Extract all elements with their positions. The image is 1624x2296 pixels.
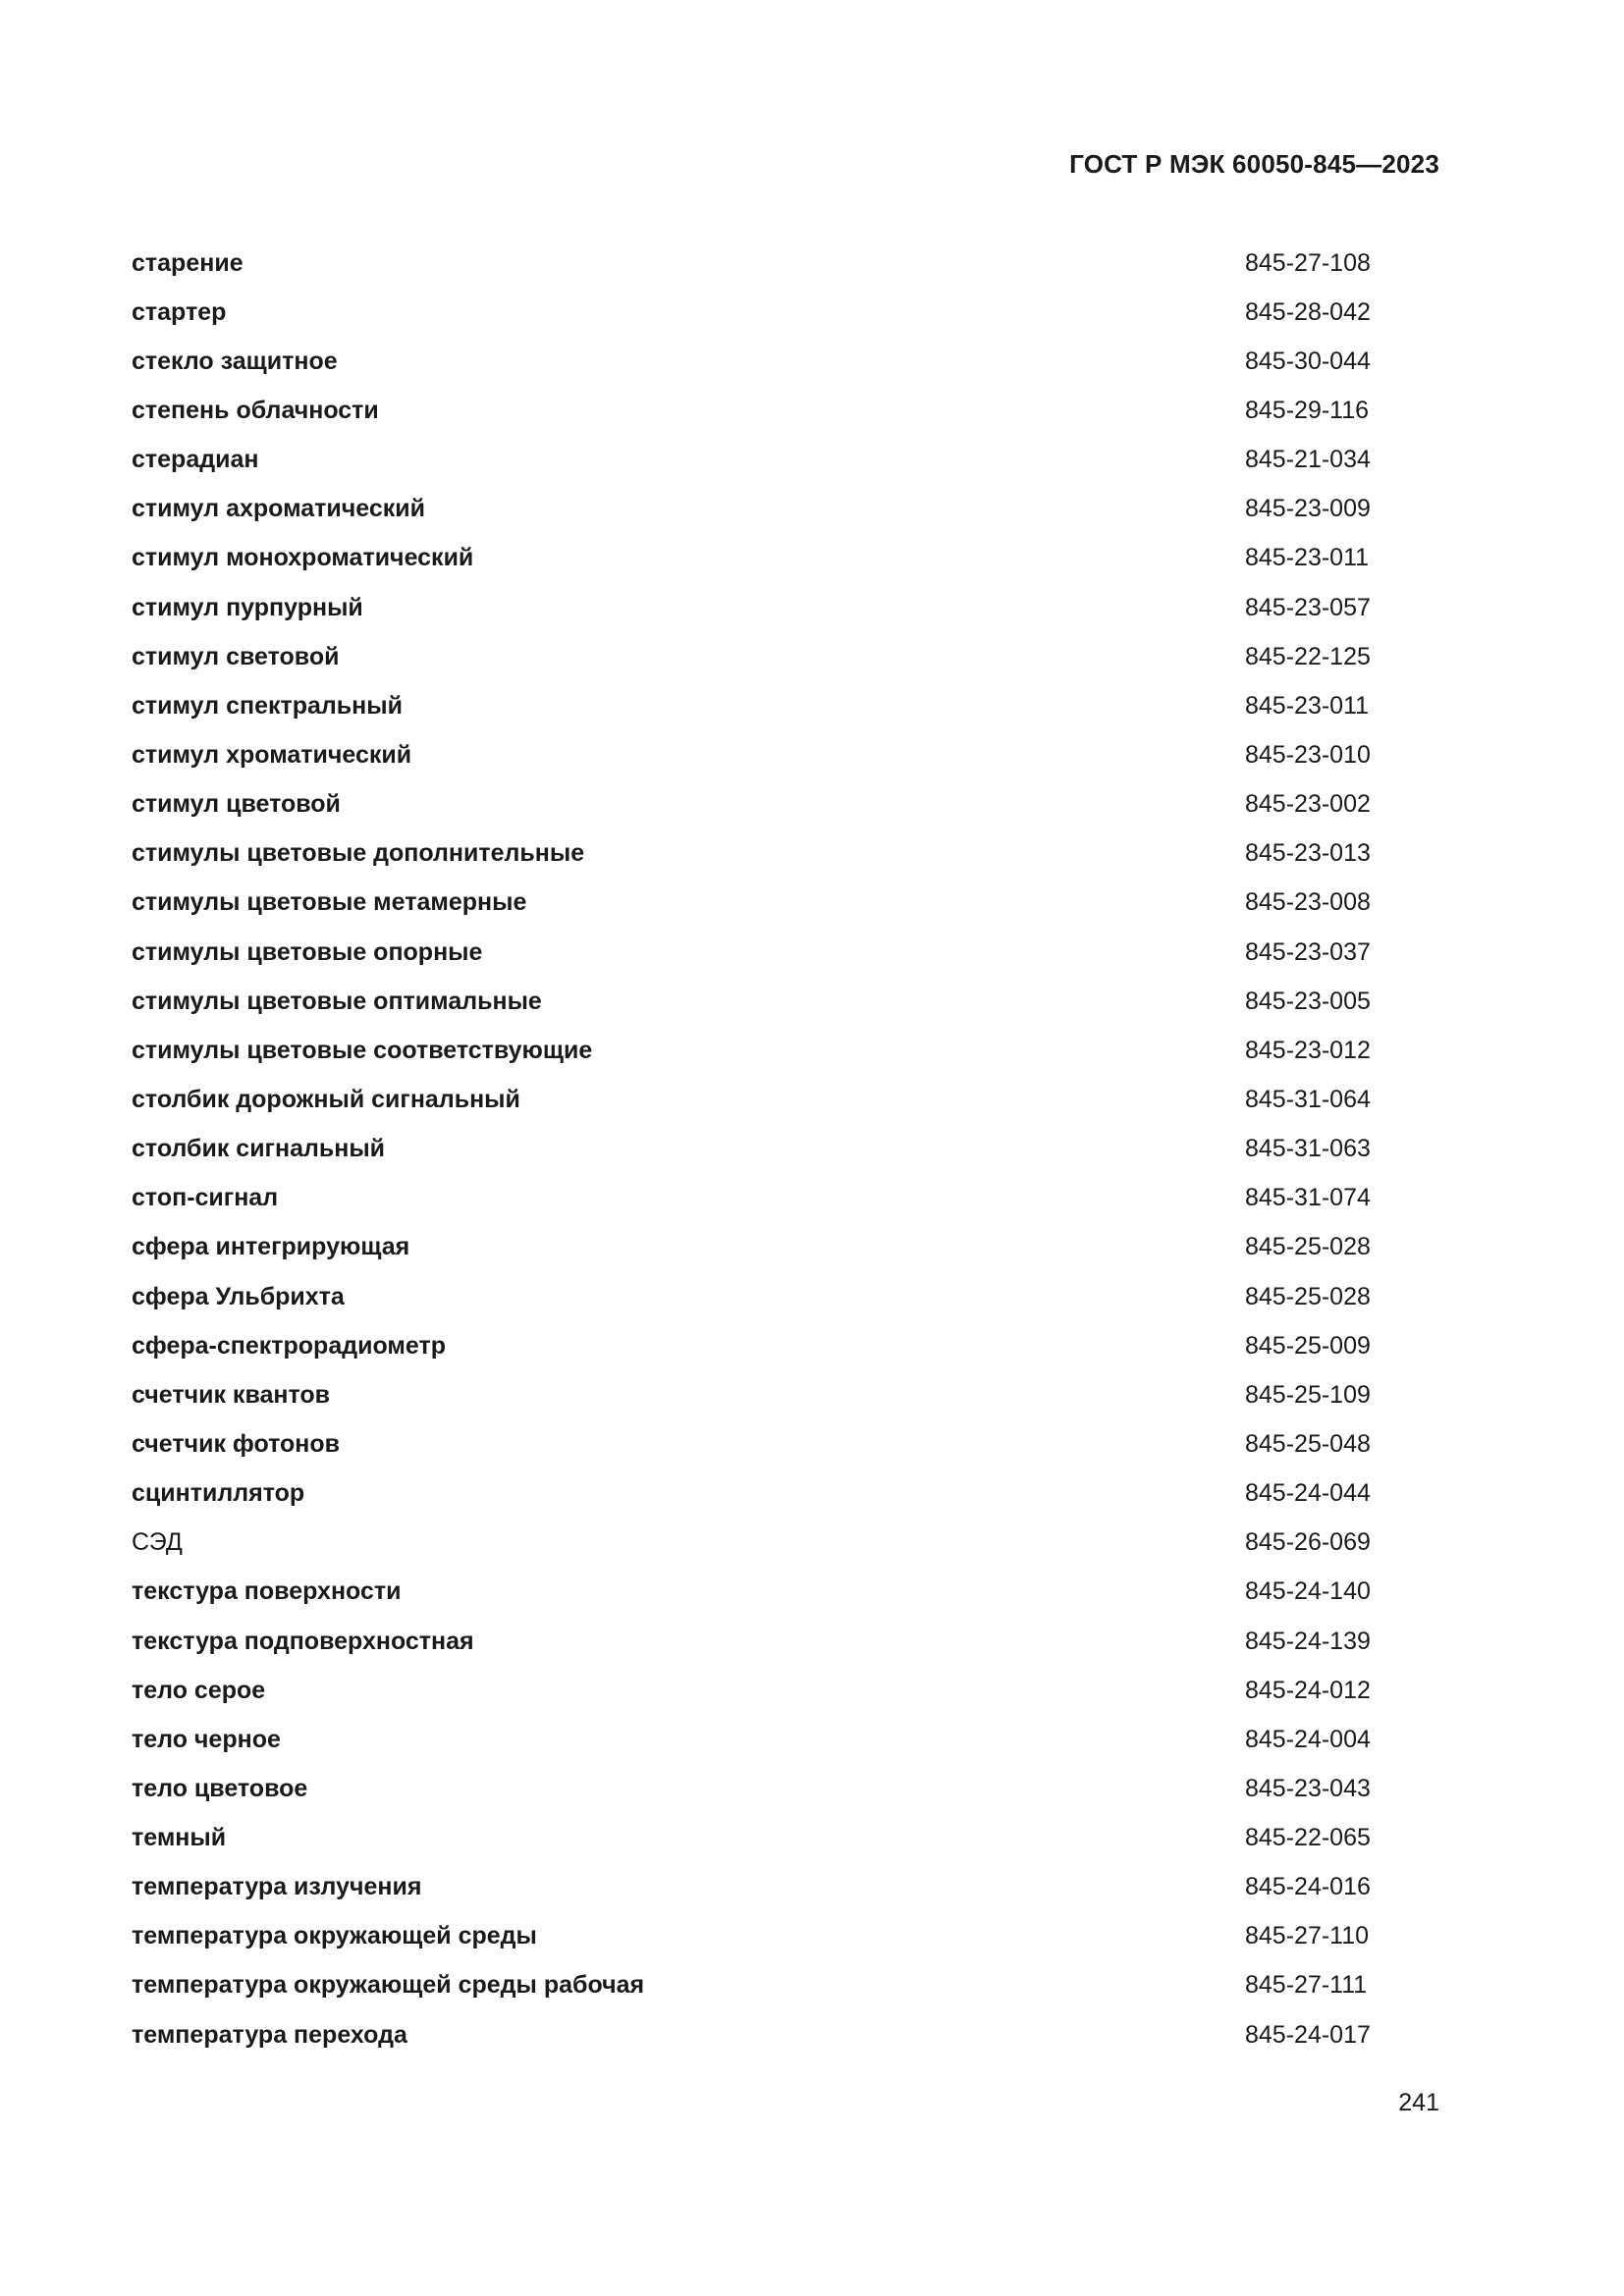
index-entry-row (132, 1519, 1371, 1568)
index-term: тело цветовое (132, 1774, 308, 1802)
page-number: 241 (1398, 2089, 1439, 2116)
index-term: тело серое (132, 1676, 266, 1704)
index-entry-row (132, 1075, 1371, 1124)
index-entry-row (132, 1863, 1371, 1912)
index-term-reference: 845-27-108 (1245, 248, 1371, 277)
index-term-reference: 845-28-042 (1245, 297, 1371, 326)
index-term: температура излучения (132, 1873, 422, 1901)
index-term-reference: 845-22-125 (1245, 642, 1371, 670)
index-entry-row (132, 1272, 1371, 1321)
index-term-reference: 845-31-064 (1245, 1085, 1371, 1113)
index-term: счетчик фотонов (132, 1429, 341, 1458)
index-entry-row (132, 1617, 1371, 1666)
index-term: сфера интегрирующая (132, 1233, 410, 1261)
index-term-reference: 845-23-002 (1245, 790, 1371, 819)
index-term: тело черное (132, 1725, 281, 1753)
index-entry-row (132, 288, 1371, 337)
index-term-reference: 845-23-013 (1245, 839, 1371, 868)
index-term-reference: 845-24-017 (1245, 2020, 1371, 2049)
index-entry-row (132, 1469, 1371, 1519)
index-entry-row (132, 1764, 1371, 1813)
index-term-reference: 845-23-008 (1245, 888, 1371, 917)
index-term-reference: 845-26-069 (1245, 1528, 1371, 1557)
index-term: сфера Ульбрихта (132, 1282, 345, 1310)
index-term-reference: 845-24-012 (1245, 1676, 1371, 1704)
index-term: стимулы цветовые дополнительные (132, 839, 585, 868)
index-term: стимулы цветовые соответствующие (132, 1036, 593, 1064)
index-term: текстура поверхности (132, 1577, 402, 1606)
index-entry-row (132, 239, 1371, 288)
index-entry-row (132, 1715, 1371, 1764)
index-entry-row (132, 780, 1371, 829)
index-term-reference: 845-25-009 (1245, 1331, 1371, 1360)
index-term: сцинтиллятор (132, 1479, 305, 1508)
index-entry-row (132, 730, 1371, 779)
index-term: степень облачности (132, 396, 379, 424)
index-term-reference: 845-24-139 (1245, 1627, 1371, 1655)
index-term: стоп-сигнал (132, 1184, 279, 1212)
index-entry-row (132, 485, 1371, 534)
index-term: стимул хроматический (132, 740, 412, 769)
index-term-reference: 845-23-057 (1245, 593, 1371, 621)
index-entry-row (132, 879, 1371, 928)
index-term-reference: 845-24-004 (1245, 1725, 1371, 1753)
index-term: стекло защитное (132, 347, 338, 375)
index-term: СЭД (132, 1528, 183, 1557)
index-entry-row (132, 1419, 1371, 1468)
index-term-reference: 845-24-016 (1245, 1873, 1371, 1901)
index-entry-row (132, 1370, 1371, 1419)
standard-code-header: ГОСТ Р МЭК 60050-845—2023 (1069, 149, 1439, 179)
index-term-reference: 845-23-012 (1245, 1036, 1371, 1064)
index-term: стерадиан (132, 446, 259, 474)
index-entry-row (132, 386, 1371, 435)
index-term: стартер (132, 297, 227, 326)
index-entry-row (132, 1125, 1371, 1174)
index-entry-row (132, 436, 1371, 485)
index-entry-row (132, 1814, 1371, 1863)
index-term-reference: 845-23-010 (1245, 740, 1371, 769)
index-entry-row (132, 1174, 1371, 1223)
index-term: стимулы цветовые оптимальные (132, 987, 542, 1015)
index-term: стимул цветовой (132, 790, 341, 819)
index-term: стимул световой (132, 642, 340, 670)
index-entry-row (132, 1026, 1371, 1075)
index-term-reference: 845-27-111 (1245, 1971, 1368, 2000)
index-term-reference: 845-27-110 (1245, 1922, 1370, 1950)
index-term: стимулы цветовые опорные (132, 937, 483, 966)
index-term: температура окружающей среды рабочая (132, 1971, 645, 2000)
index-term: стимул ахроматический (132, 495, 426, 523)
index-term-reference: 845-23-011 (1245, 544, 1370, 572)
index-term: старение (132, 248, 244, 277)
index-term-reference: 845-24-044 (1245, 1479, 1371, 1508)
index-term-reference: 845-30-044 (1245, 347, 1371, 375)
index-entry-row (132, 1912, 1371, 1961)
index-entry-row (132, 1666, 1371, 1715)
index-term-reference: 845-21-034 (1245, 446, 1371, 474)
index-term: текстура подповерхностная (132, 1627, 474, 1655)
index-term-reference: 845-23-043 (1245, 1774, 1371, 1802)
index-term-reference: 845-31-063 (1245, 1135, 1371, 1163)
index-entry-row (132, 632, 1371, 681)
index-entry-row (132, 1568, 1371, 1617)
index-entry-row (132, 1961, 1371, 2010)
index-term: темный (132, 1824, 227, 1852)
index-term-reference: 845-25-028 (1245, 1282, 1371, 1310)
index-term-reference: 845-25-109 (1245, 1380, 1371, 1409)
index-entry-row (132, 681, 1371, 730)
index-entry-row (132, 928, 1371, 977)
index-term-reference: 845-22-065 (1245, 1824, 1371, 1852)
index-term: стимул спектральный (132, 691, 403, 720)
index-term-reference: 845-25-048 (1245, 1429, 1371, 1458)
index-term: сфера-спектрорадиометр (132, 1331, 446, 1360)
index-term: стимулы цветовые метамерные (132, 888, 527, 917)
index-term: стимул монохроматический (132, 544, 474, 572)
index-term-reference: 845-23-005 (1245, 987, 1371, 1015)
index-entry-row (132, 1321, 1371, 1370)
index-term: температура перехода (132, 2020, 407, 2049)
index-term: столбик дорожный сигнальный (132, 1085, 520, 1113)
index-entry-row (132, 583, 1371, 632)
index-entry-row (132, 829, 1371, 879)
index-term: температура окружающей среды (132, 1922, 537, 1950)
index-entry-row (132, 2010, 1371, 2059)
index-term: столбик сигнальный (132, 1135, 386, 1163)
index-term: счетчик квантов (132, 1380, 331, 1409)
index-term-reference: 845-25-028 (1245, 1233, 1371, 1261)
index-term-reference: 845-24-140 (1245, 1577, 1371, 1606)
index-entry-row (132, 1223, 1371, 1272)
index-term-reference: 845-23-037 (1245, 937, 1371, 966)
index-term-reference: 845-31-074 (1245, 1184, 1371, 1212)
index-entry-row (132, 534, 1371, 583)
index-entry-row (132, 337, 1371, 386)
index-term-reference: 845-23-011 (1245, 691, 1370, 720)
index-entry-row (132, 977, 1371, 1026)
index-term: стимул пурпурный (132, 593, 363, 621)
index-term-reference: 845-29-116 (1245, 396, 1370, 424)
term-index-list (132, 239, 1371, 2059)
index-term-reference: 845-23-009 (1245, 495, 1371, 523)
